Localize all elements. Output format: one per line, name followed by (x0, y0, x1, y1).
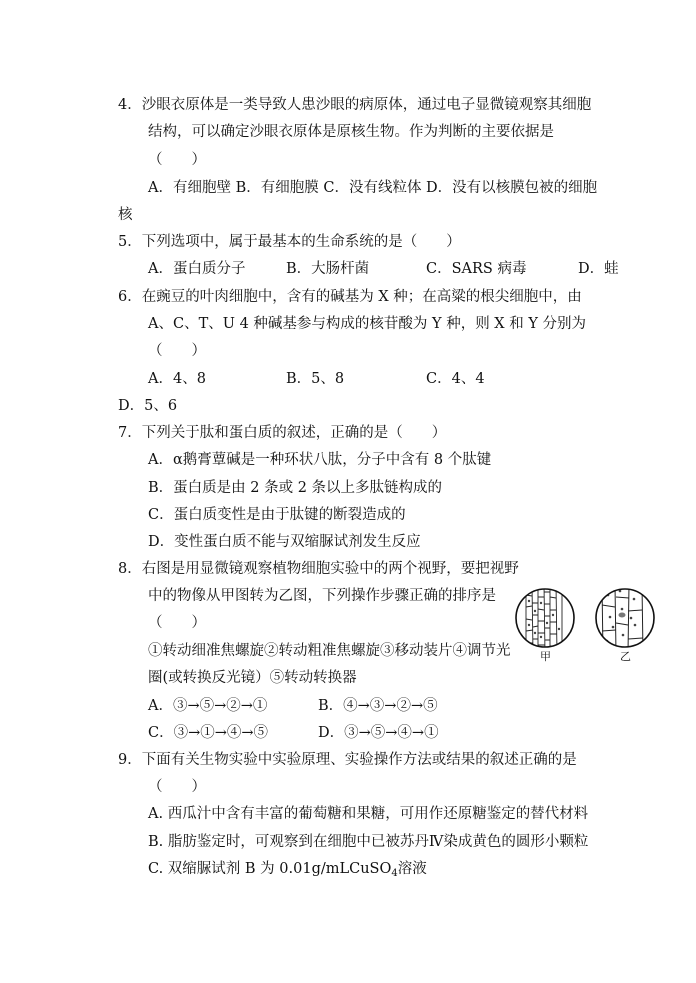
q8-option-c: C．③→①→④→⑤ (148, 725, 269, 741)
q7-option-c: C．蛋白质变性是由于肽键的断裂造成的 (148, 507, 406, 523)
q8-steps-line2: 圈(或转换反光镜）⑤转动转换器 (148, 670, 357, 686)
figure-label-jia: 甲 (540, 650, 551, 663)
q9-option-c-text: C. 双缩脲试剂 B 为 0.01g/mLCuSO (148, 861, 392, 877)
q4-options: A．有细胞壁 B．有细胞膜 C．没有线粒体 D．没有以核膜包被的细胞 (148, 180, 598, 196)
microscope-fields-drawing (512, 585, 662, 653)
figure-label-yi: 乙 (620, 650, 631, 663)
q8-option-a: A．③→⑤→②→① (148, 698, 268, 714)
q5-option-b: B．大肠杆菌 (286, 261, 370, 277)
q9-stem: 9．下面有关生物实验中实验原理、实验操作方法或结果的叙述正确的是 (118, 752, 577, 768)
microscope-fields-figure (512, 585, 662, 665)
q7-option-a: A．α鹅膏蕈碱是一种环状八肽，分子中含有 8 个肽键 (148, 452, 492, 468)
q6-option-a: A．4、8 (148, 371, 206, 387)
q8-option-d: D．③→⑤→④→① (318, 725, 439, 741)
q4-answer-paren: （ ） (148, 152, 206, 168)
q5-option-c: C．SARS 病毒 (426, 261, 527, 277)
q4-options-wrap: 核 (118, 207, 133, 223)
q6-option-d: D．5、6 (118, 398, 178, 414)
q6-stem-line2: A、C、T、U 4 种碱基参与构成的核苷酸为 Y 种，则 X 和 Y 分别为 (148, 316, 587, 332)
q9-option-c-suffix: 溶液 (397, 861, 427, 877)
q4-stem-line1: 4．沙眼衣原体是一类导致人患沙眼的病原体，通过电子显微镜观察其细胞 (118, 97, 592, 113)
q9-option-a: A. 西瓜汁中含有丰富的葡萄糖和果糖，可用作还原糖鉴定的替代材料 (148, 806, 589, 822)
q8-answer-paren: （ ） (148, 615, 206, 631)
q5-stem: 5．下列选项中，属于最基本的生命系统的是（ ） (118, 234, 461, 250)
q8-stem-line1: 8．右图是用显微镜观察植物细胞实验中的两个视野，要把视野 (118, 561, 519, 577)
q6-stem-line1: 6．在豌豆的叶肉细胞中，含有的碱基为 X 种；在高粱的根尖细胞中，由 (118, 289, 582, 305)
q5-option-a: A．蛋白质分子 (148, 261, 246, 277)
q8-steps-line1: ①转动细准焦螺旋②转动粗准焦螺旋③移动装片④调节光 (148, 643, 511, 659)
q6-answer-paren: （ ） (148, 343, 206, 359)
q4-stem-line2: 结构，可以确定沙眼衣原体是原核生物。作为判断的主要依据是 (148, 124, 554, 140)
q9-answer-paren: （ ） (148, 779, 206, 795)
q9-option-b: B. 脂肪鉴定时，可观察到在细胞中已被苏丹Ⅳ染成黄色的圆形小颗粒 (148, 834, 589, 850)
q7-option-b: B．蛋白质是由 2 条或 2 条以上多肽链构成的 (148, 480, 443, 496)
q9-option-c-subscript: 4 (391, 868, 398, 879)
q8-stem-line2: 中的物像从甲图转为乙图，下列操作步骤正确的排序是 (148, 588, 496, 604)
q6-option-b: B．5、8 (286, 371, 345, 387)
q9-option-c (148, 860, 427, 878)
q5-option-d: D．蛙 (578, 261, 619, 277)
q8-option-b: B．④→③→②→⑤ (318, 698, 438, 714)
q6-option-c: C．4、4 (426, 371, 485, 387)
q7-option-d: D．变性蛋白质不能与双缩脲试剂发生反应 (148, 534, 421, 550)
q7-stem: 7．下列关于肽和蛋白质的叙述，正确的是（ ） (118, 425, 447, 441)
